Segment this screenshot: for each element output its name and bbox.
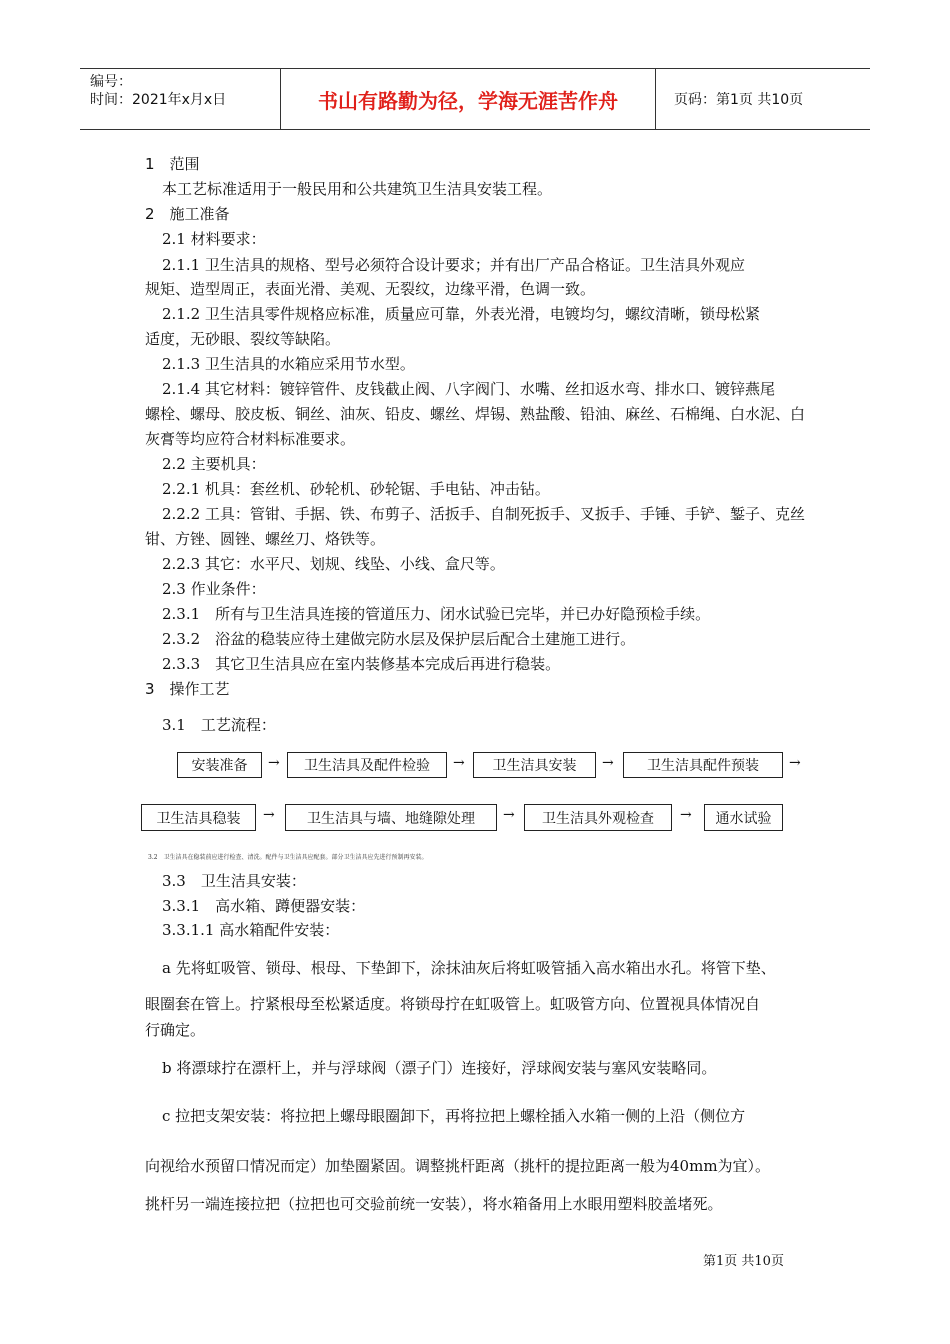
step-b: b 将漂球拧在漂杆上，并与浮球阀（漂子门）连接好，浮球阀安装与塞风安装略同。 bbox=[162, 1059, 717, 1077]
flow-arrow: → bbox=[263, 807, 275, 823]
flow-arrow: → bbox=[602, 755, 614, 771]
paragraph-3-3: 3.3 卫生洁具安装： bbox=[162, 872, 306, 890]
flow-arrow: → bbox=[503, 807, 515, 823]
flow-step-7: 卫生洁具外观检查 bbox=[524, 804, 672, 831]
header-page-info bbox=[664, 69, 870, 129]
paragraph-2-1: 2.1 材料要求： bbox=[162, 230, 266, 248]
step-c-line2: 向视给水预留口情况而定）加垫圈紧固。调整挑杆距离（挑杆的提拉距离一般为40mm为宜）。 bbox=[145, 1157, 771, 1175]
flow-step-6: 卫生洁具与墙、地缝隙处理 bbox=[285, 804, 497, 831]
flow-step-4: 卫生洁具配件预装 bbox=[623, 752, 783, 778]
step-a-line2: 眼圈套在管上。拧紧根母至松紧适度。将锁母拧在虹吸管上。虹吸管方向、位置视具体情况自 bbox=[145, 995, 761, 1013]
page-info-text: 页码：第1页 共10页 bbox=[674, 92, 804, 108]
section-3-heading: 3 操作工艺 bbox=[145, 680, 230, 698]
paragraph-2-1-1: 2.1.1 卫生洁具的规格、型号必须符合设计要求；并有出厂产品合格证。卫生洁具外观应 bbox=[162, 256, 745, 274]
paragraph-3-1: 3.1 工艺流程： bbox=[162, 716, 276, 734]
paragraph-2-1-4: 2.1.4 其它材料：镀锌管件、皮钱截止阀、八字阀门、水嘴、丝扣返水弯、排水口、镀锌燕尾 bbox=[162, 380, 775, 398]
step-a-line3: 行确定。 bbox=[145, 1021, 206, 1039]
flow-arrow: → bbox=[680, 807, 692, 823]
step-c-line3: 挑杆另一端连接拉把（拉把也可交验前统一安装），将水箱备用上水眼用塑料胶盖堵死。 bbox=[145, 1195, 723, 1213]
paragraph-2-3: 2.3 作业条件： bbox=[162, 580, 266, 598]
time-label: 时间：2021年x月x日 bbox=[90, 92, 227, 108]
flow-step-2: 卫生洁具及配件检验 bbox=[287, 752, 447, 778]
section-1-text: 本工艺标准适用于一般民用和公共建筑卫生洁具安装工程。 bbox=[162, 180, 553, 198]
section-2-heading: 2 施工准备 bbox=[145, 205, 230, 223]
flow-step-5: 卫生洁具稳装 bbox=[141, 804, 256, 831]
paragraph-3-3-1: 3.3.1 高水箱、蹲便器安装： bbox=[162, 897, 366, 915]
paragraph-2-3-2: 2.3.2 浴盆的稳装应待土建做完防水层及保护层后配合土建施工进行。 bbox=[162, 630, 636, 648]
flow-step-8: 通水试验 bbox=[704, 804, 783, 831]
paragraph-2-1-4-cont2: 灰膏等均应符合材料标准要求。 bbox=[145, 430, 356, 448]
paragraph-2-2-1: 2.2.1 机具：套丝机、砂轮机、砂轮锯、手电钻、冲击钻。 bbox=[162, 480, 550, 498]
paragraph-2-3-1: 2.3.1 所有与卫生洁具连接的管道压力、闭水试验已完毕，并已办好隐预检手续。 bbox=[162, 605, 711, 623]
step-a-line1: a 先将虹吸管、锁母、根母、下垫卸下，涂抹油灰后将虹吸管插入高水箱出水孔。将管下垫、 bbox=[162, 959, 776, 977]
header-motto: 书山有路勤为径，学海无涯苦作舟 bbox=[281, 69, 656, 129]
flow-arrow: → bbox=[789, 755, 801, 771]
paragraph-2-2-2-cont: 钳、方锉、圆锉、螺丝刀、烙铁等。 bbox=[145, 530, 386, 548]
flow-arrow: → bbox=[453, 755, 465, 771]
paragraph-2-2-2: 2.2.2 工具：管钳、手据、铁、布剪子、活扳手、自制死扳手、叉扳手、手锤、手铲、錾子、克丝 bbox=[162, 505, 805, 523]
code-label: 编号： bbox=[90, 74, 132, 90]
paragraph-3-2: 3.2 卫生洁具在稳装前应进行检查、清洗。配件与卫生洁具应配套。部分卫生洁具应先进行预制再安装。 bbox=[148, 854, 428, 861]
paragraph-2-2-3: 2.2.3 其它：水平尺、划规、线坠、小线、盒尺等。 bbox=[162, 555, 505, 573]
flow-step-1: 安装准备 bbox=[177, 752, 262, 778]
paragraph-2-3-3: 2.3.3 其它卫生洁具应在室内装修基本完成后再进行稳装。 bbox=[162, 655, 561, 673]
step-c-line1: c 拉把支架安装：将拉把上螺母眼圈卸下，再将拉把上螺栓插入水箱一侧的上沿（侧位方 bbox=[162, 1107, 746, 1125]
flow-step-3: 卫生洁具安装 bbox=[473, 752, 596, 778]
page-header bbox=[80, 68, 870, 130]
paragraph-2-1-2-cont: 适度，无砂眼、裂纹等缺陷。 bbox=[145, 330, 341, 348]
section-1-heading: 1 范围 bbox=[145, 155, 200, 173]
flow-arrow: → bbox=[268, 755, 280, 771]
paragraph-2-1-1-cont: 规矩、造型周正，表面光滑、美观、无裂纹，边缘平滑，色调一致。 bbox=[145, 280, 596, 298]
paragraph-3-3-1-1: 3.3.1.1 高水箱配件安装： bbox=[162, 921, 340, 939]
page-footer: 第1页 共10页 bbox=[703, 1254, 784, 1269]
paragraph-2-1-2: 2.1.2 卫生洁具零件规格应标准，质量应可靠，外表光滑，电镀均匀，螺纹清晰，锁母松紧 bbox=[162, 305, 760, 323]
paragraph-2-1-3: 2.1.3 卫生洁具的水箱应采用节水型。 bbox=[162, 355, 415, 373]
paragraph-2-1-4-cont1: 螺栓、螺母、胶皮板、铜丝、油灰、铅皮、螺丝、焊锡、熟盐酸、铅油、麻丝、石棉绳、白水泥、白 bbox=[145, 405, 806, 423]
paragraph-2-2: 2.2 主要机具： bbox=[162, 455, 266, 473]
header-meta bbox=[80, 69, 281, 129]
